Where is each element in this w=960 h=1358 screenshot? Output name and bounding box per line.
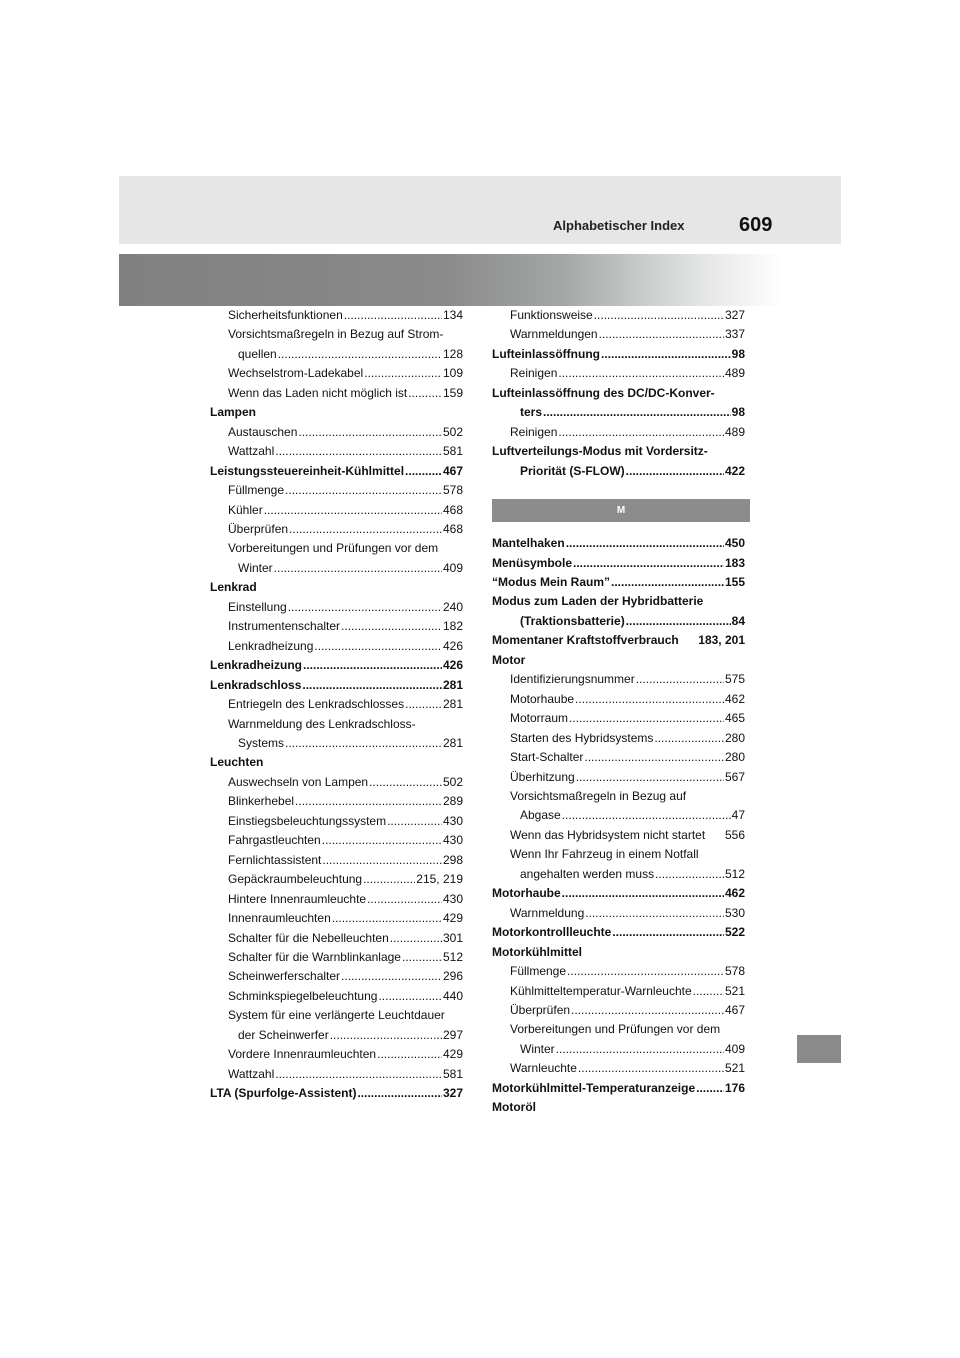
index-term: Starten des Hybridsystems <box>510 730 654 745</box>
dot-leader <box>314 637 442 656</box>
page-reference: 289 <box>442 794 463 809</box>
index-entry <box>210 306 463 325</box>
index-entry <box>210 1006 463 1025</box>
dot-leader <box>298 423 442 442</box>
index-term: Fahrgastleuchten <box>228 833 321 848</box>
index-entry <box>210 325 463 344</box>
page-reference: 281 <box>442 735 463 750</box>
index-term: Wenn das Hybridsystem nicht startet <box>510 827 706 842</box>
page-reference: 128 <box>442 346 463 361</box>
dot-leader <box>332 909 442 928</box>
index-term: Instrumentenschalter <box>228 619 341 634</box>
index-term: Überhitzung <box>510 769 575 784</box>
index-term: Motoröl <box>492 1100 536 1115</box>
page-reference: 575 <box>724 672 745 687</box>
index-term: Motorhaube <box>492 886 561 901</box>
index-entry <box>492 573 745 592</box>
dot-leader <box>636 670 724 689</box>
page-reference: 530 <box>724 905 745 920</box>
dot-leader <box>405 695 442 714</box>
page-reference: 280 <box>724 730 745 745</box>
dot-leader <box>275 1065 442 1084</box>
index-term: Entriegeln des Lenkradschlosses <box>228 697 405 712</box>
dot-leader <box>626 462 724 481</box>
index-term: Funktionsweise <box>510 308 593 322</box>
dot-leader <box>599 325 724 344</box>
dot-leader <box>578 1059 724 1078</box>
index-entry <box>492 943 745 962</box>
index-term: Winter <box>238 560 273 575</box>
index-entry <box>210 481 463 500</box>
index-group-m <box>492 534 745 1118</box>
index-term: Vorsichtsmaßregeln in Bezug auf <box>510 788 687 803</box>
index-term: Sicherheitsfunktionen <box>228 308 343 322</box>
dot-leader <box>264 501 442 520</box>
index-term: LTA (Spurfolge-Assistent) <box>210 1086 357 1101</box>
index-term: Wenn das Laden nicht möglich ist <box>228 385 408 400</box>
dot-leader <box>364 364 442 383</box>
index-entry <box>492 1059 745 1078</box>
index-entry <box>210 539 463 558</box>
index-entry <box>210 442 463 461</box>
dot-leader <box>363 870 415 889</box>
index-entry <box>492 631 745 650</box>
index-entry <box>492 748 745 767</box>
index-term: Motorhaube <box>510 691 575 706</box>
page-reference: 296 <box>442 969 463 984</box>
index-entry <box>492 325 745 344</box>
dot-leader <box>575 690 724 709</box>
page-reference: 430 <box>442 813 463 828</box>
page-reference: 489 <box>724 424 745 439</box>
index-entry <box>210 890 463 909</box>
dot-leader <box>274 559 442 578</box>
index-term: Priorität (S-FLOW) <box>520 463 625 478</box>
index-term: Überprüfen <box>510 1002 571 1017</box>
index-term: Vorsichtsmaßregeln in Bezug auf Strom- <box>228 327 444 342</box>
dot-leader <box>357 1084 442 1103</box>
dot-leader <box>562 884 724 903</box>
page-reference: 134 <box>442 308 463 322</box>
dot-leader <box>573 554 724 573</box>
dot-leader <box>562 806 731 825</box>
index-entry <box>210 812 463 831</box>
page-reference: 512 <box>724 866 745 881</box>
dot-leader <box>571 1001 724 1020</box>
index-entry <box>492 423 745 442</box>
index-term: “Modus Mein Raum” <box>492 574 611 589</box>
page-reference: 581 <box>442 444 463 459</box>
index-term: ters <box>520 405 543 420</box>
page-reference: 176 <box>724 1080 745 1095</box>
index-entry <box>210 1084 463 1103</box>
page-reference: 109 <box>442 366 463 381</box>
index-entry <box>492 982 745 1001</box>
index-column-right <box>492 306 745 1118</box>
index-entry <box>492 962 745 981</box>
dot-leader <box>569 709 724 728</box>
index-term: Luftverteilungs-Modus mit Vordersitz- <box>492 444 708 459</box>
index-term: Schalter für die Warnblinkanlage <box>228 949 401 964</box>
index-term: Identifizierungsnummer <box>510 672 635 687</box>
index-term: Schminkspiegelbeleuchtung <box>228 988 378 1003</box>
dot-leader <box>612 923 724 942</box>
index-term: Kühlmitteltemperatur-Warnleuchte <box>510 983 692 998</box>
index-entry <box>210 773 463 792</box>
index-entry <box>210 364 463 383</box>
page-reference: 489 <box>724 366 745 381</box>
index-term: Warnleuchte <box>510 1061 577 1076</box>
index-entry <box>210 656 463 675</box>
index-term: Füllmenge <box>510 964 567 979</box>
index-column-left <box>210 306 463 1104</box>
page-reference: 450 <box>724 536 745 551</box>
index-term: Lenkradschloss <box>210 677 302 692</box>
page-reference: 215, 219 <box>416 872 463 887</box>
page-reference: 512 <box>442 949 463 964</box>
index-term: Wattzahl <box>228 444 275 459</box>
page-reference: 430 <box>442 891 463 906</box>
index-entry <box>492 884 745 903</box>
page-reference: 98 <box>731 405 745 420</box>
page-reference: 429 <box>442 1047 463 1062</box>
dot-leader <box>611 573 724 592</box>
index-entry <box>210 909 463 928</box>
index-entry <box>210 617 463 636</box>
page-reference: 567 <box>724 769 745 784</box>
page-reference: 327 <box>442 1086 463 1101</box>
index-term: Fernlichtassistent <box>228 852 322 867</box>
dot-leader <box>295 792 442 811</box>
index-entry <box>210 423 463 442</box>
index-entry <box>492 1040 745 1059</box>
index-term: Füllmenge <box>228 483 285 498</box>
dot-leader <box>584 748 724 767</box>
index-term: Lufteinlassöffnung <box>492 346 600 361</box>
index-term: Warnmeldung des Lenkradschloss- <box>228 716 416 731</box>
index-entry <box>492 534 745 553</box>
section-title: Alphabetischer Index <box>553 218 685 233</box>
dot-leader <box>558 423 724 442</box>
page-reference: 440 <box>442 988 463 1003</box>
index-entry <box>210 1026 463 1045</box>
index-entry <box>210 967 463 986</box>
dot-leader <box>402 948 442 967</box>
index-term: Lufteinlassöffnung des DC/DC-Konver- <box>492 385 715 400</box>
page-reference: 578 <box>724 964 745 979</box>
index-entry <box>210 734 463 753</box>
index-entry <box>492 403 745 422</box>
index-entry <box>492 384 745 403</box>
page-reference: 462 <box>724 691 745 706</box>
page-reference: 47 <box>731 808 745 823</box>
index-term: Austauschen <box>228 424 298 439</box>
page-reference: 281 <box>442 697 463 712</box>
index-term: Wenn Ihr Fahrzeug in einem Notfall <box>510 847 699 862</box>
page-reference: 581 <box>442 1066 463 1081</box>
index-term: Motorkühlmittel-Temperaturanzeige <box>492 1080 696 1095</box>
dot-leader <box>543 403 731 422</box>
dot-leader <box>567 962 724 981</box>
index-term: Warnmeldungen <box>510 327 598 342</box>
index-term: Winter <box>520 1041 555 1056</box>
index-entry <box>492 1020 745 1039</box>
index-term: Einstiegsbeleuchtungssystem <box>228 813 387 828</box>
page-reference: 521 <box>724 983 745 998</box>
dot-leader <box>655 865 724 884</box>
index-term: Mantelhaken <box>492 536 565 551</box>
index-term: Gepäckraumbeleuchtung <box>228 872 363 887</box>
index-entry <box>492 306 745 325</box>
index-entry <box>210 870 463 889</box>
page-reference: 468 <box>442 502 463 517</box>
index-entry <box>210 929 463 948</box>
index-entry <box>492 787 745 806</box>
dot-leader <box>341 617 442 636</box>
dot-leader <box>303 656 442 675</box>
page-reference: 183 <box>724 555 745 570</box>
index-entry <box>210 676 463 695</box>
dot-leader <box>408 384 442 403</box>
dot-leader <box>585 904 724 923</box>
index-term: Reinigen <box>510 366 558 381</box>
index-term: Motorraum <box>510 711 569 726</box>
index-term: quellen <box>238 346 277 361</box>
index-entry <box>492 826 745 845</box>
page-reference: 422 <box>724 463 745 478</box>
index-entry <box>492 670 745 689</box>
index-entry <box>210 792 463 811</box>
index-term: Warnmeldung <box>510 905 585 920</box>
page-reference: 84 <box>731 613 745 628</box>
index-term: Momentaner Kraftstoffverbrauch <box>492 633 679 648</box>
dot-leader <box>390 929 442 948</box>
index-term: Hintere Innenraumleuchte <box>228 891 367 906</box>
index-term: Auswechseln von Lampen <box>228 774 369 789</box>
page-reference: 327 <box>724 308 745 322</box>
index-term: Scheinwerferschalter <box>228 969 341 984</box>
page-reference: 301 <box>442 930 463 945</box>
index-term: Vorbereitungen und Prüfungen vor dem <box>510 1022 721 1037</box>
page-reference: 337 <box>724 327 745 342</box>
page-reference: 465 <box>724 711 745 726</box>
index-term: Überprüfen <box>228 521 289 536</box>
index-entry <box>492 923 745 942</box>
index-entry <box>210 637 463 656</box>
header-band <box>119 176 841 244</box>
page-reference: 426 <box>442 638 463 653</box>
index-term: Lenkrad <box>210 580 257 595</box>
dot-leader <box>576 768 724 787</box>
page-reference: 468 <box>442 521 463 536</box>
index-entry <box>492 1079 745 1098</box>
index-entry <box>492 806 745 825</box>
index-entry <box>492 729 745 748</box>
dot-leader <box>654 729 724 748</box>
page-reference: 98 <box>731 346 745 361</box>
dot-leader <box>369 773 442 792</box>
index-entry <box>492 709 745 728</box>
index-entry <box>210 695 463 714</box>
index-term: Lenkradheizung <box>228 638 314 653</box>
thumb-index-tab <box>797 1035 841 1063</box>
page-reference: 429 <box>442 911 463 926</box>
index-term: Blinkerhebel <box>228 794 295 809</box>
index-term: (Traktionsbatterie) <box>520 613 625 628</box>
index-entry <box>492 612 745 631</box>
page-reference: 280 <box>724 750 745 765</box>
page-reference: 462 <box>724 886 745 901</box>
index-entry <box>492 442 745 461</box>
index-term: Menüsymbole <box>492 555 573 570</box>
dot-leader <box>289 520 442 539</box>
index-entry <box>210 987 463 1006</box>
index-term: Leistungssteuereinheit-Kühlmittel <box>210 463 405 478</box>
page-reference: 521 <box>724 1061 745 1076</box>
index-term: Motorkontrollleuchte <box>492 925 612 940</box>
index-entry <box>492 364 745 383</box>
index-term: Modus zum Laden der Hybridbatterie <box>492 594 704 609</box>
index-entry <box>210 1045 463 1064</box>
index-term: System für eine verlängerte Leuchtdauer <box>228 1008 445 1023</box>
dot-leader <box>566 534 724 553</box>
page-reference: 183, 201 <box>698 633 745 648</box>
page-reference: 556 <box>724 827 745 842</box>
page-reference: 155 <box>724 574 745 589</box>
dot-leader <box>344 306 442 325</box>
dot-leader <box>285 481 442 500</box>
index-entry <box>210 462 463 481</box>
index-entry <box>492 554 745 573</box>
page-reference: 297 <box>442 1027 463 1042</box>
page-reference: 409 <box>442 560 463 575</box>
index-entry <box>492 845 745 864</box>
index-term: Innenraumleuchten <box>228 911 331 926</box>
page-reference: 467 <box>442 463 463 478</box>
page-reference: 578 <box>442 483 463 498</box>
index-entry <box>210 1065 463 1084</box>
index-entry <box>492 345 745 364</box>
index-term: der Scheinwerfer <box>238 1027 329 1042</box>
index-entry <box>492 768 745 787</box>
page-number: 609 <box>739 214 773 236</box>
index-entry <box>210 403 463 422</box>
page-reference: 522 <box>724 925 745 940</box>
index-entry <box>210 578 463 597</box>
index-entry <box>210 715 463 734</box>
page-reference: 409 <box>724 1041 745 1056</box>
index-entry <box>492 1001 745 1020</box>
index-term: Kühler <box>228 502 263 517</box>
index-term: Lampen <box>210 405 257 420</box>
dot-leader <box>405 462 442 481</box>
index-entry <box>492 651 745 670</box>
dot-leader <box>693 982 724 1001</box>
dot-leader <box>275 442 442 461</box>
dot-leader <box>330 1026 442 1045</box>
index-entry <box>210 384 463 403</box>
dot-leader <box>594 306 724 325</box>
index-term: Schalter für die Nebelleuchten <box>228 930 389 945</box>
index-term: Motorkühlmittel <box>492 944 582 959</box>
index-term: Wattzahl <box>228 1066 275 1081</box>
index-entry <box>210 598 463 617</box>
index-group-l <box>492 306 745 481</box>
page-reference: 426 <box>442 658 463 673</box>
index-term: Reinigen <box>510 424 558 439</box>
dot-leader <box>322 851 442 870</box>
index-term: Start-Schalter <box>510 750 584 765</box>
index-entry <box>210 559 463 578</box>
index-term: Einstellung <box>228 599 287 614</box>
dot-leader <box>278 345 442 364</box>
page-reference: 430 <box>442 833 463 848</box>
dot-leader <box>367 890 442 909</box>
index-term: Systems <box>238 735 285 750</box>
index-entry <box>210 831 463 850</box>
index-term: Wechselstrom-Ladekabel <box>228 366 364 381</box>
dot-leader <box>302 676 442 695</box>
page-reference: 182 <box>442 619 463 634</box>
index-entry <box>210 520 463 539</box>
dot-leader <box>285 734 442 753</box>
index-term: Abgase <box>520 808 561 823</box>
dot-leader <box>601 345 731 364</box>
dot-leader <box>378 987 442 1006</box>
index-entry <box>492 1098 745 1117</box>
index-term: Vorbereitungen und Prüfungen vor dem <box>228 541 439 556</box>
index-entry <box>492 462 745 481</box>
dot-leader <box>558 364 724 383</box>
index-entry <box>210 948 463 967</box>
index-entry <box>492 865 745 884</box>
index-term: Vordere Innenraumleuchten <box>228 1047 377 1062</box>
index-entry <box>210 851 463 870</box>
decorative-band <box>119 254 841 306</box>
page-reference: 159 <box>442 385 463 400</box>
dot-leader <box>556 1040 724 1059</box>
dot-leader <box>377 1045 442 1064</box>
dot-leader <box>696 1079 724 1098</box>
dot-leader <box>322 831 442 850</box>
dot-leader <box>626 612 731 631</box>
section-header-m: M <box>492 499 750 522</box>
index-term: Leuchten <box>210 755 264 770</box>
index-entry <box>492 690 745 709</box>
page-reference: 281 <box>442 677 463 692</box>
page-reference: 502 <box>442 424 463 439</box>
page-reference: 467 <box>724 1002 745 1017</box>
index-term: angehalten werden muss <box>520 866 655 881</box>
dot-leader <box>387 812 442 831</box>
index-term: Motor <box>492 652 526 667</box>
dot-leader <box>288 598 442 617</box>
page-reference: 502 <box>442 774 463 789</box>
index-term: Lenkradheizung <box>210 658 303 673</box>
dot-leader <box>341 967 442 986</box>
index-entry <box>492 592 745 611</box>
index-entry <box>210 345 463 364</box>
page-reference: 298 <box>442 852 463 867</box>
index-entry <box>210 753 463 772</box>
page-reference: 240 <box>442 599 463 614</box>
index-entry <box>492 904 745 923</box>
index-entry <box>210 501 463 520</box>
